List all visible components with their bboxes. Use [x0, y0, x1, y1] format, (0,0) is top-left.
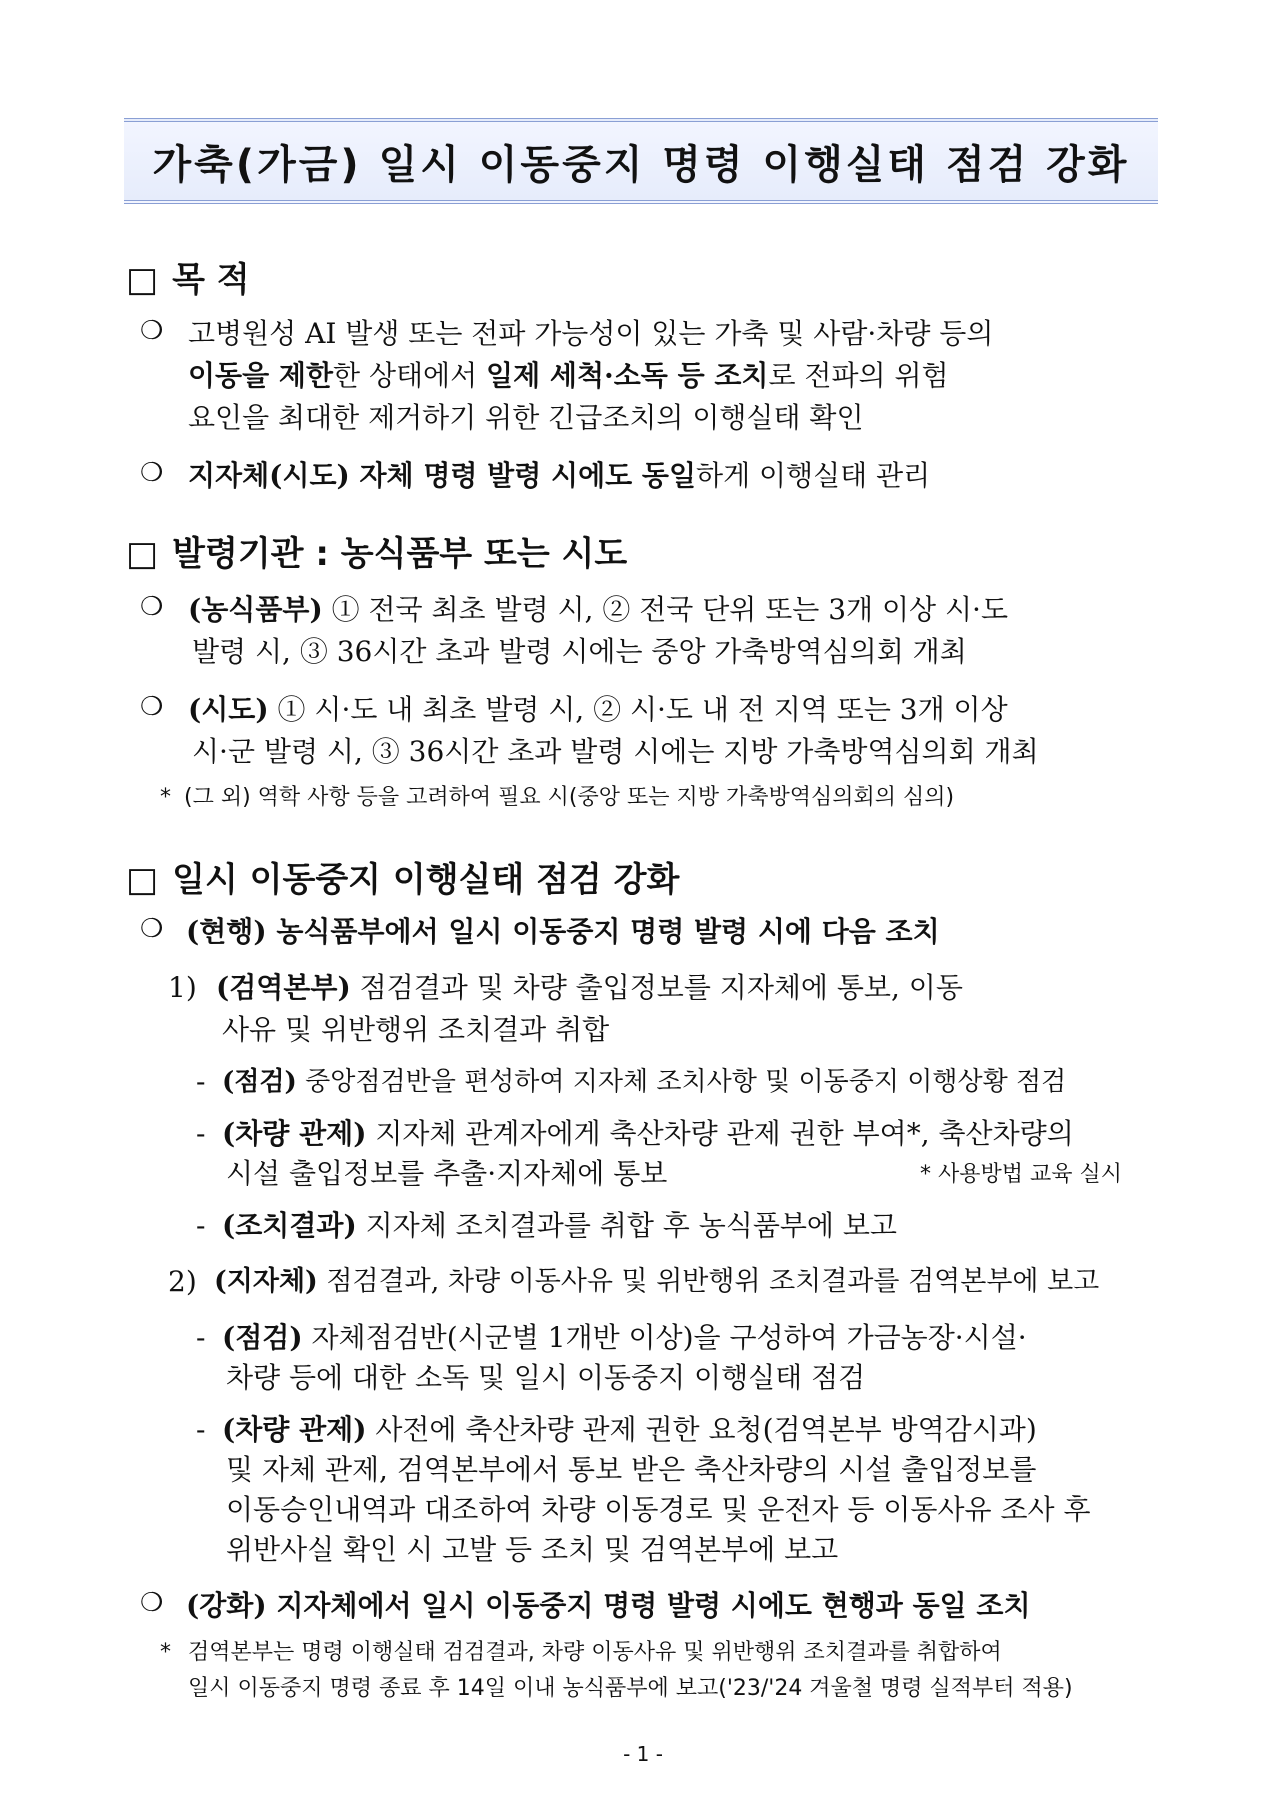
purpose-emphasis-2: 일제 세척·소독 등 조치 [486, 359, 769, 392]
inspection-enhancement: (강화) 지자체에서 일시 이동중지 명령 발령 시에도 현행과 동일 조치 [186, 1589, 1031, 1622]
issuer-a-line2: 발령 시, ③ 36시간 초과 발령 시에는 중앙 가축방역심의회 개최 [192, 635, 967, 668]
square-bullet-icon: □ [126, 260, 159, 300]
inspection-item1-line1 [216, 968, 963, 1008]
purpose-text-1: 한 상태에서 [333, 359, 487, 392]
note-star: * [160, 785, 171, 810]
inspection-d1 [222, 1062, 1066, 1102]
dash-bullet: - [196, 1209, 206, 1242]
circle-bullet-icon: ❍ [140, 914, 164, 944]
circle-bullet-icon: ❍ [140, 692, 164, 722]
note-star: * [160, 1640, 171, 1665]
issuer-b-text: ① 시·도 내 최초 발령 시, ② 시·도 내 전 지역 또는 3개 이상 [268, 693, 1008, 726]
dash-bullet: - [196, 1413, 206, 1446]
purpose-p2-text: 하게 이행실태 관리 [696, 459, 931, 492]
issuer-a-line1 [188, 590, 1008, 630]
square-bullet-icon: □ [126, 860, 159, 900]
inspection-e1-line1 [222, 1318, 1027, 1358]
inspection-e2-label: (차량 관제) [222, 1413, 367, 1446]
inspection-e2-line4: 위반사실 확인 시 고발 등 조치 및 검역본부에 보고 [226, 1533, 839, 1566]
final-note-line2: 일시 이동중지 명령 종료 후 14일 이내 농식품부에 보고('23/'24 겨울철 명령 실적부터 적용) [188, 1676, 1073, 1701]
square-bullet-icon: □ [126, 534, 159, 574]
document-title-box [124, 118, 1158, 204]
inspection-d2-line2: 시설 출입정보를 추출·지자체에 통보 [226, 1157, 668, 1190]
inspection-e1-text: 자체점검반(시군별 1개반 이상)을 구성하여 가금농장·시설· [302, 1321, 1027, 1354]
purpose-emphasis-1: 이동을 제한 [188, 359, 333, 392]
purpose-p1-line2 [188, 356, 949, 396]
issuer-b-line2: 시·군 발령 시, ③ 36시간 초과 발령 시에는 지방 가축방역심의회 개최 [192, 735, 1039, 768]
inspection-current: (현행) 농식품부에서 일시 이동중지 명령 발령 시에 다음 조치 [186, 915, 940, 948]
page-number: - 1 - [623, 1742, 663, 1766]
section-inspection-label: 일시 이동중지 이행실태 점검 강화 [172, 860, 680, 900]
issuer-note: (그 외) 역학 사항 등을 고려하여 필요 시(중앙 또는 지방 가축방역심의회의 심의) [184, 785, 955, 810]
inspection-item2-number: 2) [168, 1265, 197, 1298]
inspection-e2-line3: 이동승인내역과 대조하여 차량 이동경로 및 운전자 등 이동사유 조사 후 [226, 1493, 1091, 1526]
final-note-line1: 검역본부는 명령 이행실태 검검결과, 차량 이동사유 및 위반행위 조치결과를 취합하여 [188, 1640, 1002, 1665]
dash-bullet: - [196, 1321, 206, 1354]
inspection-d3-label: (조치결과) [222, 1209, 357, 1242]
purpose-p1-line1: 고병원성 AI 발생 또는 전파 가능성이 있는 가축 및 사람·차량 등의 [188, 317, 994, 350]
inspection-e2-text: 사전에 축산차량 관제 권한 요청(검역본부 방역감시과) [366, 1413, 1037, 1446]
circle-bullet-icon: ❍ [140, 1588, 164, 1618]
inspection-d3 [222, 1206, 897, 1246]
inspection-d2-label: (차량 관제) [222, 1117, 367, 1150]
inspection-e1-line2: 차량 등에 대한 소독 및 일시 이동중지 이행실태 점검 [226, 1361, 866, 1394]
issuer-b-line1 [188, 690, 1008, 730]
circle-bullet-icon: ❍ [140, 592, 164, 622]
inspection-item1-text: 점검결과 및 차량 출입정보를 지자체에 통보, 이동 [350, 971, 963, 1004]
section-issuer-label: 발령기관 : 농식품부 또는 시도 [172, 534, 628, 574]
inspection-item1-number: 1) [168, 971, 197, 1004]
inspection-item2-label: (지자체) [214, 1266, 318, 1297]
section-inspection-heading [126, 852, 679, 901]
inspection-d2-text: 지자체 관계자에게 축산차량 관제 권한 부여*, 축산차량의 [366, 1117, 1074, 1150]
inspection-item1-line2: 사유 및 위반행위 조치결과 취합 [222, 1013, 610, 1046]
inspection-e2-line1 [222, 1410, 1037, 1450]
dash-bullet: - [196, 1117, 206, 1150]
inspection-d3-text: 지자체 조치결과를 취합 후 농식품부에 보고 [356, 1209, 897, 1242]
circle-bullet-icon: ❍ [140, 316, 164, 346]
inspection-d2-footnote: * 사용방법 교육 실시 [920, 1162, 1122, 1187]
issuer-a-text: ① 전국 최초 발령 시, ② 전국 단위 또는 3개 이상 시·도 [322, 593, 1008, 626]
inspection-item2-text: 점검결과, 차량 이동사유 및 위반행위 조치결과를 검역본부에 보고 [317, 1266, 1100, 1297]
section-purpose-label: 목 적 [172, 260, 250, 300]
inspection-item1-label: (검역본부) [216, 971, 351, 1004]
circle-bullet-icon: ❍ [140, 458, 164, 488]
inspection-e1-label: (점검) [222, 1321, 303, 1354]
issuer-b-label: (시도) [188, 693, 269, 726]
inspection-d1-label: (점검) [222, 1067, 297, 1097]
purpose-text-2: 로 전파의 위험 [768, 359, 949, 392]
inspection-d1-text: 중앙점검반을 편성하여 지자체 조치사항 및 이동중지 이행상황 점검 [296, 1067, 1067, 1097]
section-issuer-heading [126, 526, 627, 575]
issuer-a-label: (농식품부) [188, 593, 323, 626]
purpose-p2 [188, 456, 930, 496]
inspection-e2-line2: 및 자체 관제, 검역본부에서 통보 받은 축산차량의 시설 출입정보를 [226, 1453, 1037, 1486]
inspection-item2 [214, 1262, 1099, 1302]
dash-bullet: - [196, 1065, 206, 1098]
document-title: 가축(가금) 일시 이동중지 명령 이행실태 점검 강화 [152, 141, 1130, 188]
section-purpose-heading [126, 252, 250, 301]
purpose-p2-emphasis: 지자체(시도) 자체 명령 발령 시에도 동일 [188, 459, 697, 492]
purpose-p1-line3: 요인을 최대한 제거하기 위한 긴급조치의 이행실태 확인 [188, 401, 864, 434]
inspection-d2-line1 [222, 1114, 1074, 1154]
